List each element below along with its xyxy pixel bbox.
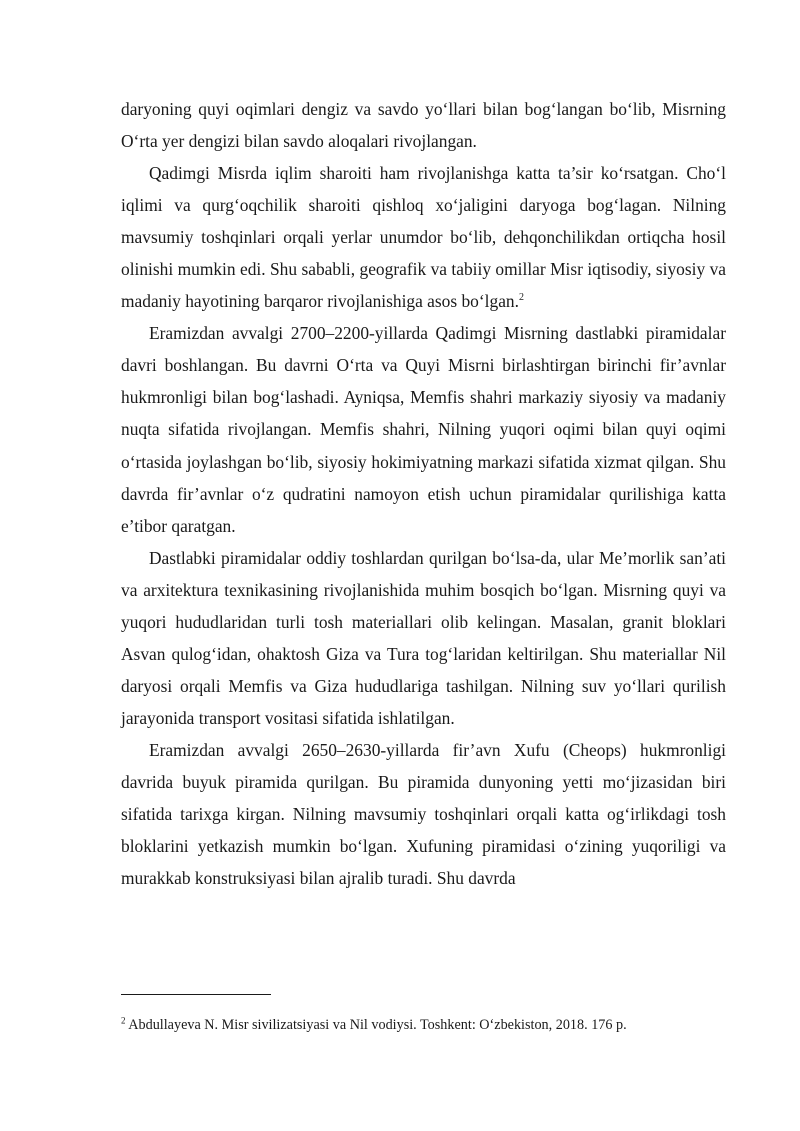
paragraph-2 bbox=[121, 157, 726, 317]
paragraph-4: Dastlabki piramidalar oddiy toshlardan qurilgan bo‘lsa-da, ular Me’morlik san’ati va arxitektura texnikasining rivojlanishida muhim bosqich bo‘lgan. Misrning quyi va yuqori hududlaridan turli tosh materiallari olib kelingan. Masalan, granit bloklari Asvan qulog‘idan, ohaktosh Giza va Tura tog‘laridan keltirilgan. Shu materiallar Nil daryosi orqali Memfis va Giza hududlariga tashilgan. Nilning suv yo‘llari qurilish jarayonida transport vositasi sifatida ishlatilgan. bbox=[121, 547, 726, 728]
body-text bbox=[121, 93, 726, 894]
paragraph-5: Eramizdan avvalgi 2650–2630-yillarda fir’avn Xufu (Cheops) hukmronligi davrida buyuk piramida qurilgan. Bu piramida dunyoning yetti mo‘jizasidan biri sifatida tarixga kirgan. Nilning mavsumiy toshqinlari orqali katta og‘irlikdagi tosh bloklarini yetkazish mumkin bo‘lgan. Xufuning piramidasi o‘zining yuqoriligi va murakkab konstruksiyasi bilan ajralib turadi. Shu davrda bbox=[121, 739, 726, 889]
paragraph-3: Eramizdan avvalgi 2700–2200-yillarda Qadimgi Misrning dastlabki piramidalar davri boshlangan. Bu davrni O‘rta va Quyi Misrni birlashtirgan birinchi fir’avnlar hukmronligi bilan bog‘lashadi. Ayniqsa, Memfis shahri markaziy siyosiy va madaniy nuqta sifatida rivojlangan. Memfis shahri, Nilning yuqori oqimi bilan quyi oqimi o‘rtasida joylashgan bo‘lib, siyosiy hokimiyatning markazi sifatida xizmat qilgan. Shu davrda fir’avnlar o‘z qudratini namoyon etish uchun piramidalar qurilishiga katta e’tibor qaratgan. bbox=[121, 323, 726, 536]
footnote-reference[interactable]: 2 bbox=[518, 292, 524, 304]
paragraph-2-text: Qadimgi Misrda iqlim sharoiti ham rivojlanishga katta ta’sir ko‘rsatgan. Cho‘l iqlimi va qurg‘oqchilik sharoiti qishloq xo‘jaligini daryoga bog‘lagan. Nilning mavsumiy toshqinlari orqali yerlar unumdor bo‘lib, dehqonchilikdan ortiqcha hosil olinishi mumkin edi. Shu sababli, geografik va tabiiy omillar Misr iqtisodiy, siyosiy va madaniy hayotining barqaror rivojlanishiga asos bo‘lgan. bbox=[121, 163, 726, 312]
footnote-marker: 2 bbox=[121, 1015, 126, 1026]
footnote-text: Abdullayeva N. Misr sivilizatsiyasi va Nil vodiysi. Toshkent: O‘zbekiston, 2018. 176 p. bbox=[128, 1017, 627, 1033]
footnote-separator bbox=[121, 994, 271, 995]
paragraph-1: daryoning quyi oqimlari dengiz va savdo yo‘llari bilan bog‘langan bo‘lib, Misrning O‘rta yer dengizi bilan savdo aloqalari rivojlangan. bbox=[121, 99, 726, 152]
footnote bbox=[121, 1016, 741, 1034]
